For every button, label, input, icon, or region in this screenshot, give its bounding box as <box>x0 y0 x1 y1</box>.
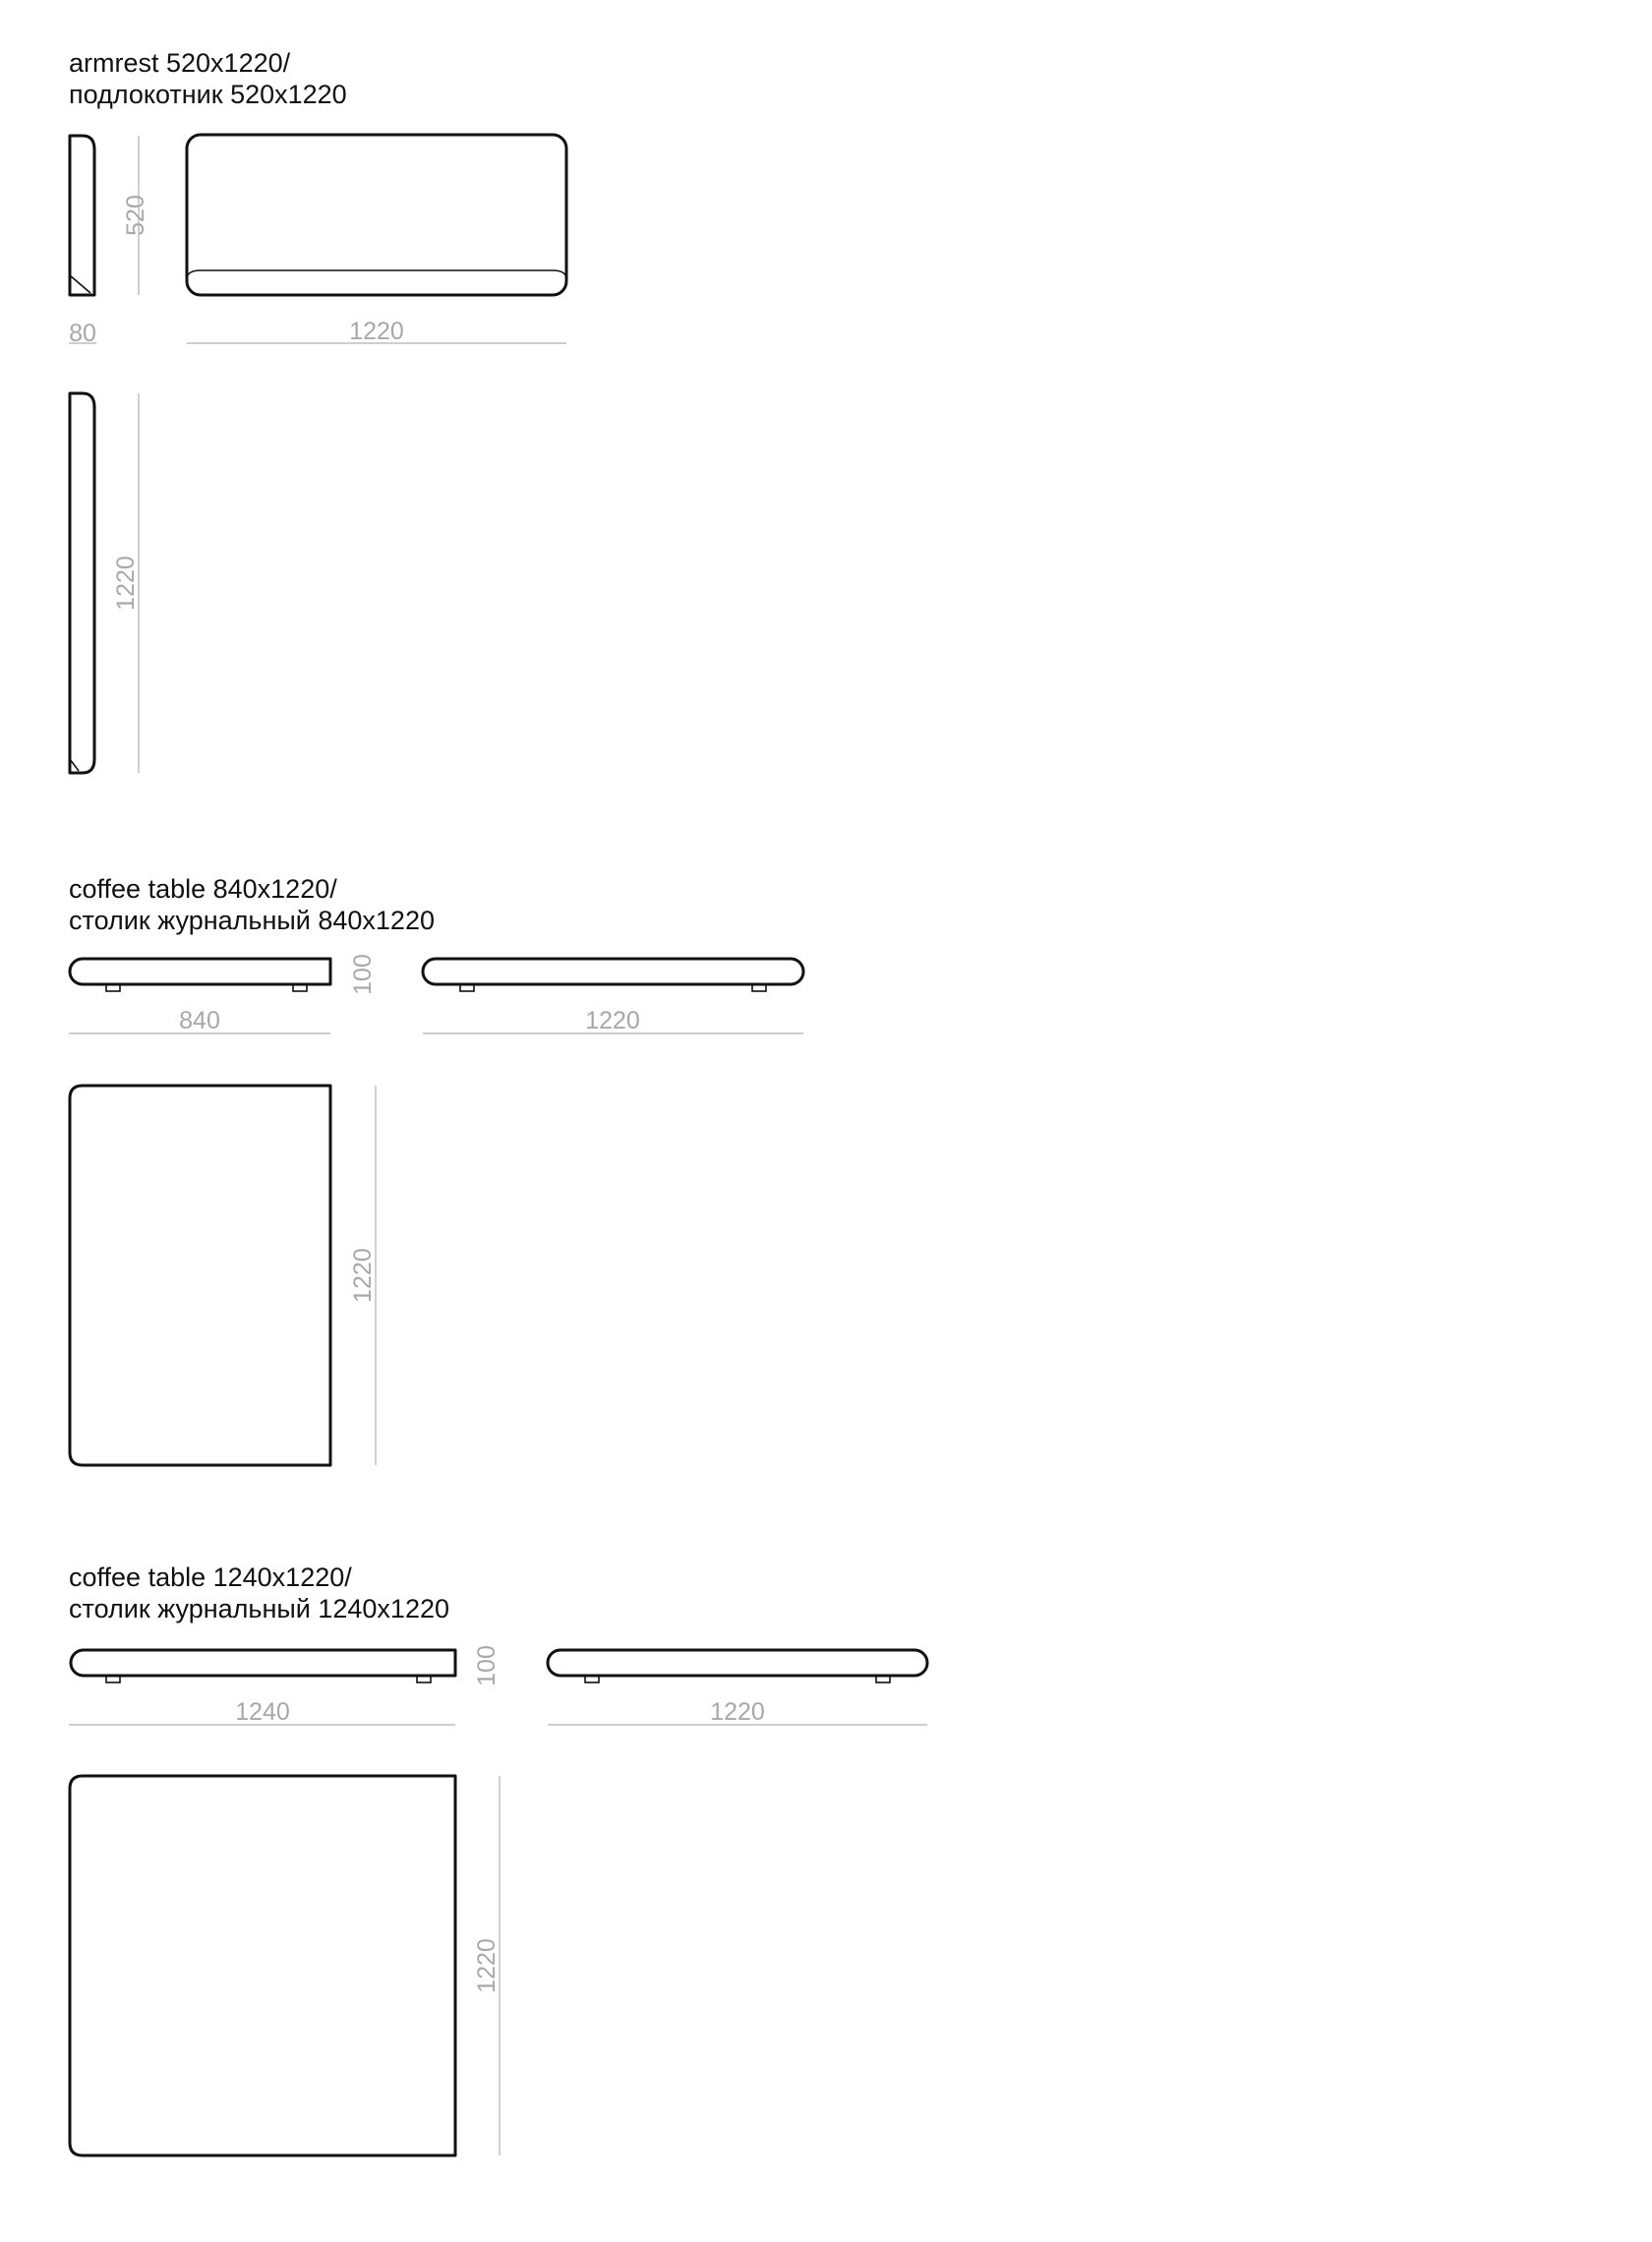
coffee-table-840-side-width-label: 840 <box>179 1007 220 1034</box>
coffee-table-1240-front-view <box>548 1650 927 1676</box>
armrest-title-en: armrest 520x1220/ <box>69 48 291 78</box>
armrest-front-width-label: 1220 <box>349 318 404 345</box>
coffee-table-840-front-view <box>423 959 803 984</box>
coffee-table-840-title-ru: столик журнальный 840x1220 <box>69 906 435 935</box>
coffee-table-1240-title-ru: столик журнальный 1240x1220 <box>69 1594 449 1623</box>
armrest-plan-view <box>70 393 94 773</box>
coffee-table-1240-drawings <box>69 1645 927 2155</box>
armrest-side-view <box>70 136 94 295</box>
coffee-table-840-front-width-label: 1220 <box>585 1007 640 1034</box>
armrest-side-height-label: 520 <box>122 195 149 236</box>
armrest-thickness-label: 80 <box>69 320 96 347</box>
coffee-table-840-title-en: coffee table 840x1220/ <box>69 874 337 904</box>
armrest-title-ru: подлокотник 520x1220 <box>69 80 347 109</box>
coffee-table-1240-title-en: coffee table 1240x1220/ <box>69 1563 352 1592</box>
coffee-table-840-side-view <box>70 959 330 984</box>
coffee-table-840-plan-view <box>70 1086 330 1465</box>
armrest-drawings <box>69 135 566 773</box>
coffee-table-840-drawings <box>69 954 803 1465</box>
coffee-table-1240-front-width-label: 1220 <box>710 1698 765 1726</box>
coffee-table-840-height-label: 100 <box>349 954 377 995</box>
coffee-table-1240-plan-length-label: 1220 <box>473 1938 501 1993</box>
armrest-side-detail <box>70 275 90 293</box>
coffee-table-1240-side-view <box>71 1650 455 1676</box>
armrest-front-seat-line <box>187 270 566 279</box>
coffee-table-840-plan-length-label: 1220 <box>349 1248 377 1303</box>
armrest-plan-length-label: 1220 <box>112 556 140 611</box>
coffee-table-1240-plan-view <box>70 1776 455 2155</box>
coffee-table-1240-side-width-label: 1240 <box>235 1698 290 1726</box>
coffee-table-1240-height-label: 100 <box>473 1645 501 1686</box>
